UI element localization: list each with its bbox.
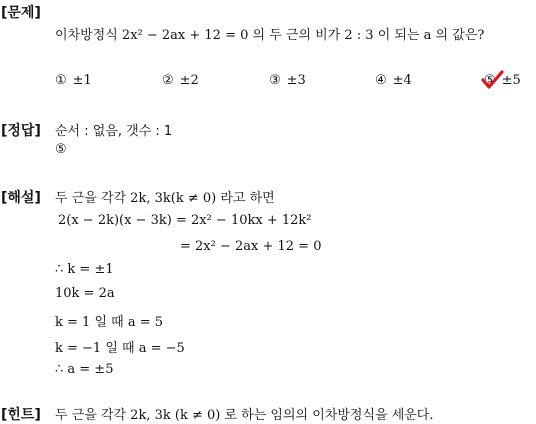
choice-number: ① [55, 73, 67, 88]
hint-heading: [힌트] [1, 407, 41, 423]
solution-line: 10k = 2a [55, 286, 115, 301]
choice-1[interactable] [55, 73, 92, 88]
choice-number: ③ [269, 73, 281, 88]
solution-line: 두 근을 각각 2k, 3k(k ≠ 0) 라고 하면 [55, 191, 275, 206]
choice-number: ④ [375, 73, 387, 88]
choice-4[interactable] [375, 73, 412, 88]
answer-line-2: ⑤ [55, 142, 67, 157]
choice-number: ② [162, 73, 174, 88]
solution-line: ∴ k = ±1 [55, 262, 114, 277]
solution-line: 2(x − 2k)(x − 3k) = 2x² − 10kx + 12k² [58, 213, 312, 228]
answer-line-1: 순서 : 없음, 갯수 : 1 [55, 124, 173, 139]
choice-text: ±4 [392, 73, 412, 88]
choice-text: ±3 [286, 73, 306, 88]
problem-heading: [문제] [1, 5, 41, 21]
solution-line: ∴ a = ±5 [55, 362, 114, 377]
solution-line: k = −1 일 때 a = −5 [55, 341, 185, 356]
choice-text: ±2 [179, 73, 199, 88]
choice-text: ±5 [501, 73, 521, 88]
choice-number: ⑤ [484, 73, 496, 88]
hint-text: 두 근을 각각 2k, 3k (k ≠ 0) 로 하는 임의의 이차방정식을 세운다. [55, 408, 434, 423]
checkmark-icon [480, 70, 504, 90]
solution-line: k = 1 일 때 a = 5 [55, 315, 163, 330]
choice-3[interactable] [269, 73, 306, 88]
answer-heading: [정답] [1, 123, 41, 139]
choice-text: ±1 [72, 73, 92, 88]
choice-2[interactable] [162, 73, 199, 88]
problem-question: 이차방정식 2x² − 2ax + 12 = 0 의 두 근의 비가 2 : 3 이 되는 a 의 값은? [55, 28, 485, 43]
solution-heading: [해설] [1, 190, 41, 206]
solution-line: = 2x² − 2ax + 12 = 0 [180, 239, 322, 254]
